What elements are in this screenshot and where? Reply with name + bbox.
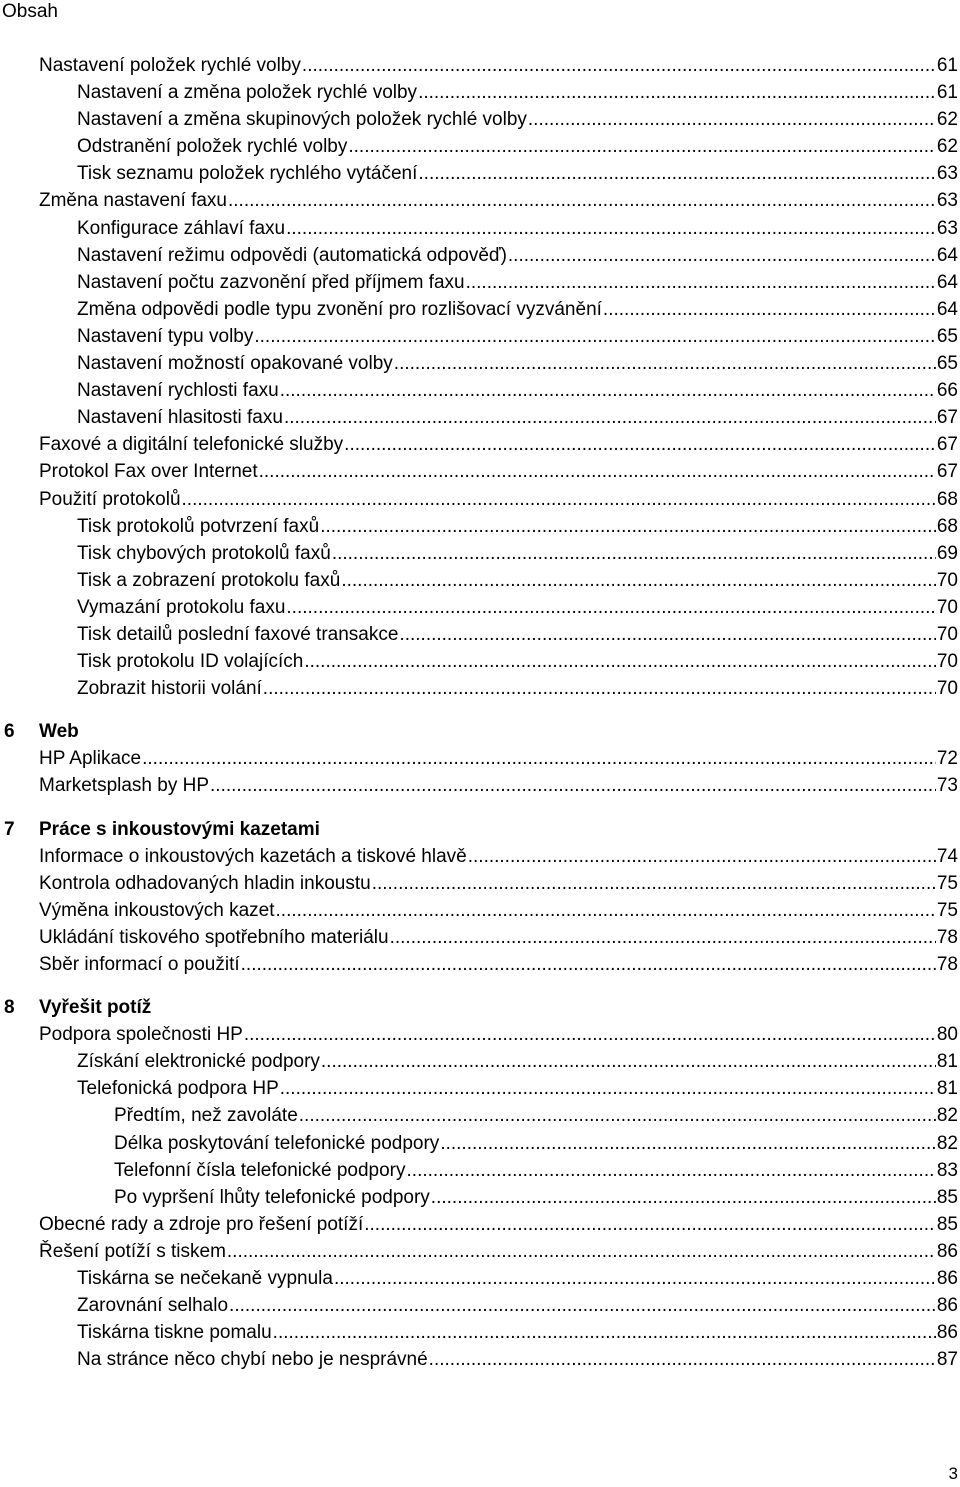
toc-entry-title: Odstranění položek rychlé volby (77, 136, 348, 158)
toc-entry-page: 64 (936, 271, 958, 293)
toc-entry-title: Nastavení počtu zazvonění před příjmem faxu (77, 271, 465, 293)
toc-entry-line (39, 994, 958, 1021)
toc-entry-page: 70 (936, 623, 958, 645)
toc-entry-title: Informace o inkoustových kazetách a tiskové hlavě (39, 845, 467, 867)
dot-leader (528, 106, 936, 133)
toc-entry[interactable] (0, 843, 960, 870)
toc-entry-line (77, 513, 958, 540)
toc-entry-page: 86 (936, 1295, 958, 1317)
toc-entry-page: 73 (936, 775, 958, 797)
dot-leader (332, 540, 936, 567)
toc-entry-title: Délka poskytování telefonické podpory (114, 1132, 440, 1154)
dot-leader (466, 269, 936, 296)
toc-entry-page: 82 (936, 1132, 958, 1154)
toc-entry-line (77, 296, 958, 323)
toc-entry-page: 69 (936, 542, 958, 564)
toc-entry[interactable] (0, 431, 960, 458)
toc-entry[interactable] (0, 187, 960, 214)
toc-entry-line (77, 621, 958, 648)
toc-entry-title: Konfigurace záhlaví faxu (77, 217, 286, 239)
toc-entry-title: Nastavení možností opakované volby (77, 353, 393, 375)
toc-entry-title: Obecné rady a zdroje pro řešení potíží (39, 1213, 364, 1235)
toc-entry-page: 75 (936, 872, 958, 894)
toc-entry-page: 70 (936, 678, 958, 700)
chapter-number: 8 (4, 997, 15, 1019)
toc-entry-line (77, 540, 958, 567)
toc-entry-line (77, 1319, 958, 1346)
toc-entry[interactable] (0, 133, 960, 160)
toc-entry-line (77, 269, 958, 296)
toc-entry-page: 82 (936, 1105, 958, 1127)
toc-entry-title: Na stránce něco chybí nebo je nesprávné (77, 1349, 428, 1371)
toc-entry-title: Zarovnání selhalo (77, 1295, 229, 1317)
toc-entry-title: Tisk detailů poslední faxové transakce (77, 623, 399, 645)
page-number: 3 (948, 1464, 958, 1483)
toc-entry-line (39, 718, 958, 745)
toc-entry[interactable] (0, 870, 960, 897)
toc-entry-line (114, 1102, 958, 1129)
toc-entry-line (77, 1075, 958, 1102)
toc-entry-title: Nastavení typu volby (77, 325, 254, 347)
toc-entry[interactable] (0, 486, 960, 513)
toc-entry[interactable] (0, 106, 960, 133)
dot-leader (407, 1157, 936, 1184)
toc-entry-title: Tiskárna tiskne pomalu (77, 1322, 272, 1344)
toc-entry[interactable] (0, 951, 960, 978)
toc-entry-line (77, 567, 958, 594)
dot-leader (302, 52, 936, 79)
toc-entry-title: Po vypršení lhůty telefonické podpory (114, 1186, 430, 1208)
dot-leader (299, 1102, 936, 1129)
dot-leader (418, 79, 936, 106)
toc-entry-line (39, 772, 958, 799)
dot-leader (254, 323, 935, 350)
table-of-contents (0, 52, 960, 1373)
dot-leader (241, 951, 936, 978)
toc-entry-title: Nastavení rychlosti faxu (77, 380, 279, 402)
toc-entry-page: 65 (936, 353, 958, 375)
toc-entry-title: Tiskárna se nečekaně vypnula (77, 1268, 333, 1290)
toc-entry[interactable] (0, 296, 960, 323)
page-header-title: Obsah (2, 1, 58, 22)
toc-entry-page: 67 (936, 461, 958, 483)
toc-entry-title: Nastavení hlasitosti faxu (77, 407, 283, 429)
dot-leader (280, 377, 936, 404)
toc-entry-page: 68 (936, 515, 958, 537)
toc-entry-line (77, 133, 958, 160)
toc-entry-title: Nastavení položek rychlé volby (39, 55, 301, 76)
toc-entry-page: 65 (936, 325, 958, 347)
chapter-title: Web (39, 721, 79, 743)
toc-entry-line (77, 1292, 958, 1319)
toc-entry-line (77, 648, 958, 675)
toc-entry-line (39, 431, 958, 458)
toc-entry[interactable] (0, 1211, 960, 1238)
dot-leader (399, 621, 935, 648)
toc-entry-title: Řešení potíží s tiskem (39, 1240, 226, 1262)
toc-entry-line (114, 1184, 958, 1211)
toc-entry-page: 86 (936, 1240, 958, 1262)
toc-entry-line (39, 816, 958, 843)
toc-entry-line (39, 951, 958, 978)
chapter-number: 6 (4, 721, 15, 743)
toc-entry-line (77, 242, 958, 269)
dot-leader (286, 594, 935, 621)
chapter-title: Práce s inkoustovými kazetami (39, 818, 320, 840)
toc-entry[interactable] (0, 350, 960, 377)
toc-entry[interactable] (0, 404, 960, 431)
toc-entry-page: 67 (936, 407, 958, 429)
toc-entry-line (39, 1238, 958, 1265)
toc-entry-page: 86 (936, 1322, 958, 1344)
toc-entry[interactable] (0, 323, 960, 350)
toc-entry-line (77, 106, 958, 133)
toc-entry-line (39, 458, 958, 485)
toc-entry[interactable] (0, 52, 960, 79)
toc-entry[interactable] (0, 567, 960, 594)
toc-entry[interactable] (0, 648, 960, 675)
toc-entry[interactable] (0, 1048, 960, 1075)
dot-leader (182, 486, 936, 513)
toc-entry-line (77, 404, 958, 431)
toc-entry-page: 80 (936, 1024, 958, 1046)
toc-entry[interactable] (0, 924, 960, 951)
toc-entry-title: Tisk a zobrazení protokolu faxů (77, 569, 341, 591)
toc-entry[interactable] (0, 160, 960, 187)
toc-chapter-heading (0, 816, 960, 843)
toc-entry[interactable] (0, 897, 960, 924)
toc-entry[interactable] (0, 594, 960, 621)
toc-entry-page: 81 (936, 1078, 958, 1100)
toc-entry-page: 72 (936, 748, 958, 770)
toc-entry-title: Tisk protokolů potvrzení faxů (77, 515, 320, 537)
toc-entry-page: 63 (936, 190, 958, 212)
dot-leader (273, 1319, 936, 1346)
toc-entry-title: Tisk protokolu ID volajících (77, 651, 304, 673)
toc-entry-title: Podpora společnosti HP (39, 1024, 243, 1046)
toc-entry[interactable] (0, 79, 960, 106)
toc-entry-page: 63 (936, 217, 958, 239)
toc-entry-line (39, 1021, 958, 1048)
toc-entry-title: Telefonní čísla telefonické podpory (114, 1159, 406, 1181)
dot-leader (228, 187, 936, 214)
toc-entry-title: Kontrola odhadovaných hladin inkoustu (39, 872, 371, 894)
toc-entry[interactable] (0, 1346, 960, 1373)
toc-entry[interactable] (0, 1265, 960, 1292)
toc-entry-page: 74 (936, 845, 958, 867)
toc-entry[interactable] (0, 377, 960, 404)
toc-entry-line (114, 1130, 958, 1157)
toc-entry-title: Získání elektronické podpory (77, 1051, 320, 1073)
toc-entry[interactable] (0, 540, 960, 567)
toc-entry-title: Vymazání protokolu faxu (77, 596, 286, 618)
toc-entry-line (77, 79, 958, 106)
toc-entry-title: Protokol Fax over Internet (39, 461, 258, 483)
dot-leader (418, 160, 935, 187)
toc-entry-page: 63 (936, 163, 958, 185)
toc-entry-title: Zobrazit historii volání (77, 678, 262, 700)
toc-entry-line (77, 323, 958, 350)
toc-entry[interactable] (0, 1102, 960, 1129)
toc-entry-page: 81 (936, 1051, 958, 1073)
toc-entry-title: Změna nastavení faxu (39, 190, 227, 212)
dot-leader (468, 843, 936, 870)
toc-entry-title: Tisk chybových protokolů faxů (77, 542, 331, 564)
toc-entry-title: Výměna inkoustových kazet (39, 899, 275, 921)
dot-leader (280, 1075, 936, 1102)
toc-chapter-heading (0, 994, 960, 1021)
toc-entry-title: Nastavení a změna skupinových položek rychlé volby (77, 109, 527, 131)
toc-entry[interactable] (0, 1238, 960, 1265)
toc-entry-page: 62 (936, 136, 958, 158)
dot-leader (210, 772, 936, 799)
toc-entry-title: Sběr informací o použití (39, 954, 240, 975)
toc-entry[interactable] (0, 621, 960, 648)
toc-entry[interactable] (0, 1184, 960, 1211)
dot-leader (348, 133, 935, 160)
toc-entry-page: 66 (936, 380, 958, 402)
toc-entry-page: 70 (936, 569, 958, 591)
dot-leader (229, 1292, 936, 1319)
dot-leader (304, 648, 936, 675)
toc-entry[interactable] (0, 1075, 960, 1102)
toc-entry[interactable] (0, 215, 960, 242)
toc-entry[interactable] (0, 1319, 960, 1346)
toc-entry[interactable] (0, 269, 960, 296)
dot-leader (341, 567, 936, 594)
dot-leader (334, 1265, 936, 1292)
toc-entry-line (39, 1211, 958, 1238)
dot-leader (364, 1211, 936, 1238)
toc-entry-line (39, 52, 958, 79)
toc-entry[interactable] (0, 458, 960, 485)
dot-leader (508, 242, 936, 269)
toc-entry-page: 85 (936, 1186, 958, 1208)
dot-leader (286, 215, 936, 242)
toc-entry-line (77, 1346, 958, 1373)
chapter-title: Vyřešit potíž (39, 997, 152, 1019)
toc-entry[interactable] (0, 745, 960, 772)
toc-entry[interactable] (0, 513, 960, 540)
toc-entry-page: 85 (936, 1213, 958, 1235)
toc-entry-title: Telefonická podpora HP (77, 1078, 279, 1100)
chapter-number: 7 (4, 818, 15, 840)
toc-entry-page: 87 (936, 1349, 958, 1371)
toc-entry-line (39, 843, 958, 870)
toc-entry[interactable] (0, 772, 960, 799)
toc-entry-page: 83 (936, 1159, 958, 1181)
toc-entry-line (77, 215, 958, 242)
toc-entry[interactable] (0, 675, 960, 702)
dot-leader (431, 1184, 936, 1211)
dot-leader (276, 897, 936, 924)
dot-leader (142, 745, 936, 772)
toc-entry-line (77, 1265, 958, 1292)
toc-entry[interactable] (0, 1292, 960, 1319)
toc-entry-line (77, 1048, 958, 1075)
toc-entry-title: Změna odpovědi podle typu zvonění pro rozlišovací vyzvánění (77, 298, 602, 320)
dot-leader (440, 1130, 936, 1157)
toc-entry[interactable] (0, 1130, 960, 1157)
toc-entry-page: 67 (936, 434, 958, 456)
toc-entry-line (114, 1157, 958, 1184)
toc-chapter-heading (0, 718, 960, 745)
dot-leader (227, 1238, 936, 1265)
dot-leader (320, 513, 936, 540)
toc-entry-page: 62 (936, 109, 958, 131)
toc-entry-line (77, 377, 958, 404)
dot-leader (263, 675, 936, 702)
toc-entry-title: Ukládání tiskového spotřebního materiálu (39, 926, 389, 948)
dot-leader (321, 1048, 936, 1075)
toc-entry-title: Tisk seznamu položek rychlého vytáčení (77, 163, 418, 185)
dot-leader (344, 431, 936, 458)
toc-entry-line (39, 897, 958, 924)
toc-entry-title: Nastavení režimu odpovědi (automatická odpověď) (77, 244, 507, 266)
toc-entry-title: Použití protokolů (39, 488, 181, 510)
toc-entry-line (77, 594, 958, 621)
toc-entry-page: 61 (936, 82, 958, 104)
toc-entry-line (77, 160, 958, 187)
toc-entry-page: 75 (936, 899, 958, 921)
toc-entry-page: 64 (936, 298, 958, 320)
toc-entry[interactable] (0, 1021, 960, 1048)
toc-entry-line (77, 675, 958, 702)
toc-entry-title: Předtím, než zavoláte (114, 1105, 298, 1127)
dot-leader (603, 296, 936, 323)
dot-leader (259, 458, 936, 485)
toc-entry-line (39, 870, 958, 897)
toc-entry-title: Nastavení a změna položek rychlé volby (77, 82, 418, 104)
toc-entry-title: Faxové a digitální telefonické služby (39, 434, 344, 456)
toc-entry-title: Marketsplash by HP (39, 775, 210, 797)
toc-entry-page: 61 (936, 55, 958, 76)
dot-leader (372, 870, 936, 897)
toc-entry-page: 78 (936, 926, 958, 948)
toc-entry-page: 70 (936, 651, 958, 673)
dot-leader (390, 924, 936, 951)
toc-entry-line (39, 924, 958, 951)
toc-entry-page: 64 (936, 244, 958, 266)
toc-entry-line (77, 350, 958, 377)
toc-entry-line (39, 486, 958, 513)
toc-entry-line (39, 187, 958, 214)
dot-leader (429, 1346, 936, 1373)
toc-entry-page: 70 (936, 596, 958, 618)
toc-entry[interactable] (0, 1157, 960, 1184)
toc-entry-page: 68 (936, 488, 958, 510)
toc-entry[interactable] (0, 242, 960, 269)
dot-leader (284, 404, 936, 431)
dot-leader (244, 1021, 936, 1048)
toc-entry-page: 78 (936, 954, 958, 975)
dot-leader (394, 350, 936, 377)
toc-entry-line (39, 745, 958, 772)
toc-entry-page: 86 (936, 1268, 958, 1290)
toc-entry-title: HP Aplikace (39, 748, 142, 770)
